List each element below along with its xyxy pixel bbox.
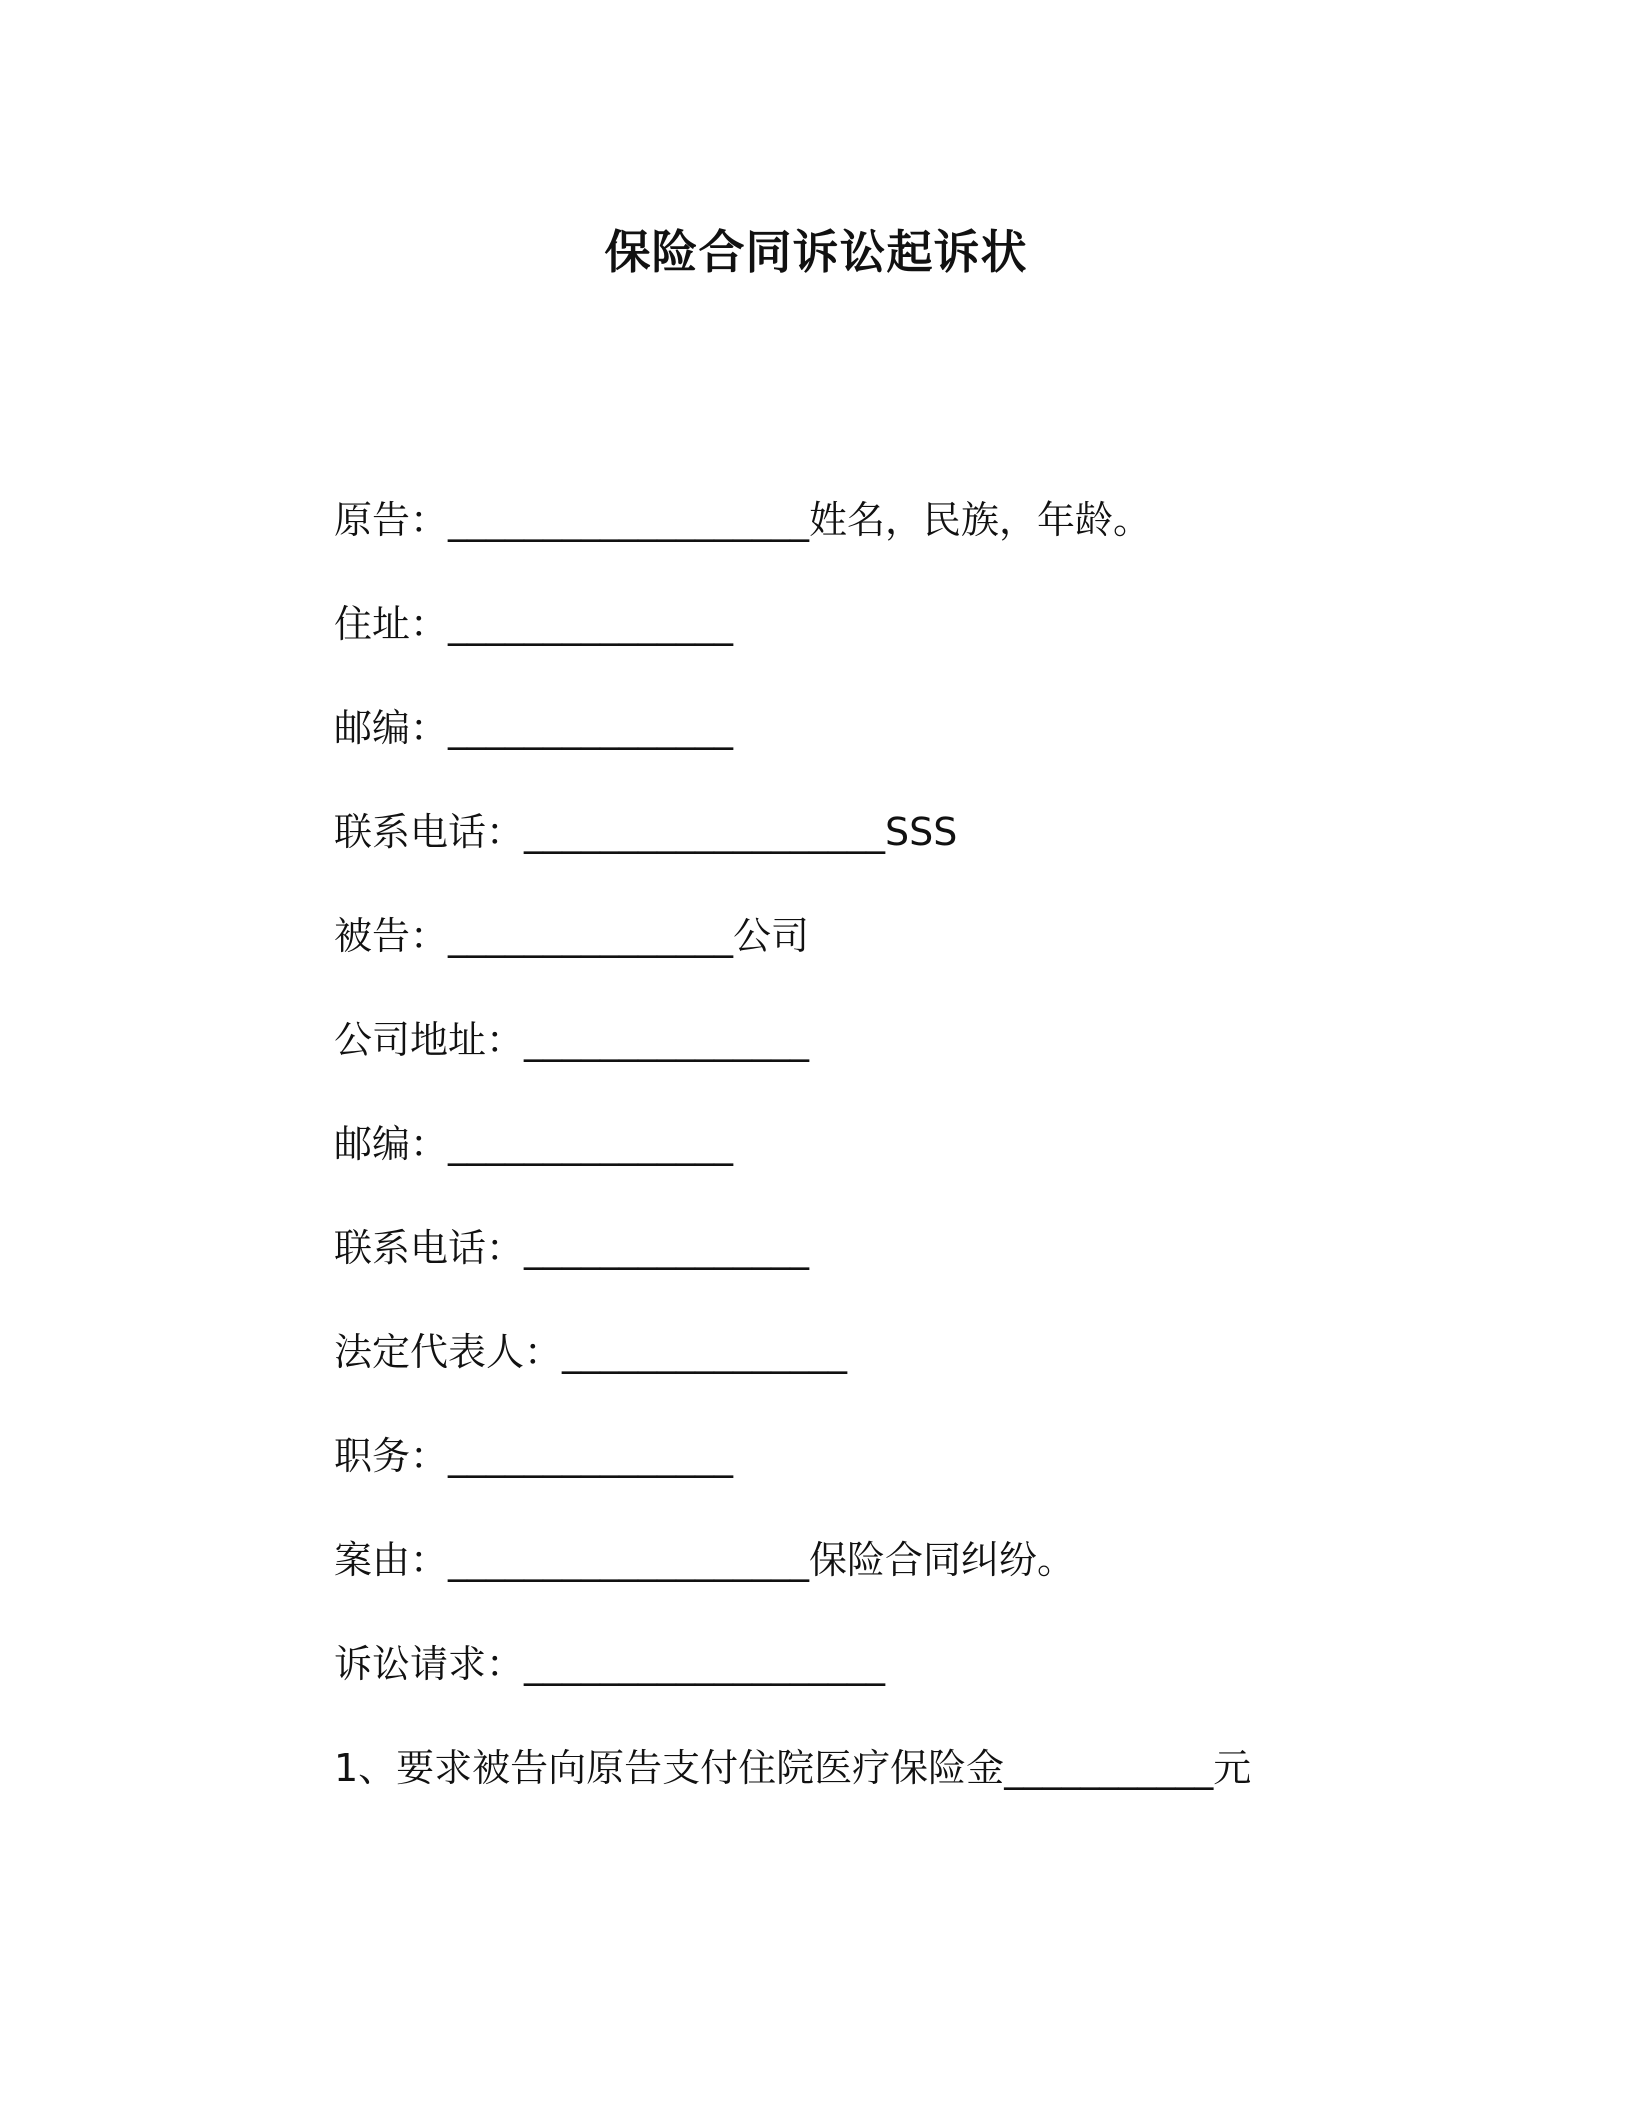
plaintiff-blank: ___________________ <box>448 498 810 542</box>
legal-representative-blank: _______________ <box>562 1330 848 1374</box>
company-postcode-blank: _______________ <box>448 1122 734 1166</box>
legal-representative-line <box>334 1322 1454 1426</box>
defendant-label: 被告： <box>334 914 449 958</box>
case-cause-line <box>334 1530 1454 1634</box>
claim-item-1-suffix: 元 <box>1213 1746 1252 1790</box>
plaintiff-phone-label: 联系电话： <box>334 810 525 854</box>
plaintiff-suffix: 姓名，民族，年龄。 <box>809 498 1152 542</box>
plaintiff-address-line <box>334 594 1454 698</box>
claim-item-1-blank: ___________ <box>1004 1746 1214 1790</box>
legal-representative-label: 法定代表人： <box>334 1330 563 1374</box>
claims-blank: ___________________ <box>524 1642 886 1686</box>
position-blank: _______________ <box>448 1434 734 1478</box>
case-cause-suffix: 保险合同纠纷。 <box>809 1538 1076 1582</box>
claim-item-1-line <box>334 1738 1454 1842</box>
company-postcode-label: 邮编： <box>334 1122 449 1166</box>
defendant-suffix: 公司 <box>733 914 810 958</box>
company-postcode-line <box>334 1114 1454 1218</box>
case-cause-label: 案由： <box>334 1538 449 1582</box>
plaintiff-postcode-label: 邮编： <box>334 706 449 750</box>
plaintiff-phone-suffix: SSS <box>885 810 958 854</box>
plaintiff-postcode-line <box>334 698 1454 802</box>
claims-label: 诉讼请求： <box>334 1642 525 1686</box>
company-address-label: 公司地址： <box>334 1018 525 1062</box>
company-phone-blank: _______________ <box>524 1226 810 1270</box>
claim-item-1-label: 1、要求被告向原告支付住院医疗保险金 <box>334 1746 1005 1790</box>
company-address-blank: _______________ <box>524 1018 810 1062</box>
company-phone-label: 联系电话： <box>334 1226 525 1270</box>
defendant-line <box>334 906 1454 1010</box>
plaintiff-phone-blank: ___________________ <box>524 810 886 854</box>
defendant-blank: _______________ <box>448 914 734 958</box>
plaintiff-phone-line <box>334 802 1454 906</box>
plaintiff-line <box>334 490 1454 594</box>
document-title: 保险合同诉讼起诉状 <box>604 225 1028 279</box>
position-label: 职务： <box>334 1434 449 1478</box>
plaintiff-address-blank: _______________ <box>448 602 734 646</box>
plaintiff-label: 原告： <box>334 498 449 542</box>
plaintiff-address-label: 住址： <box>334 602 449 646</box>
company-phone-line <box>334 1218 1454 1322</box>
plaintiff-postcode-blank: _______________ <box>448 706 734 750</box>
claims-line <box>334 1634 1454 1738</box>
case-cause-blank: ___________________ <box>448 1538 810 1582</box>
document-body <box>334 490 1454 1842</box>
position-line <box>334 1426 1454 1530</box>
company-address-line <box>334 1010 1454 1114</box>
